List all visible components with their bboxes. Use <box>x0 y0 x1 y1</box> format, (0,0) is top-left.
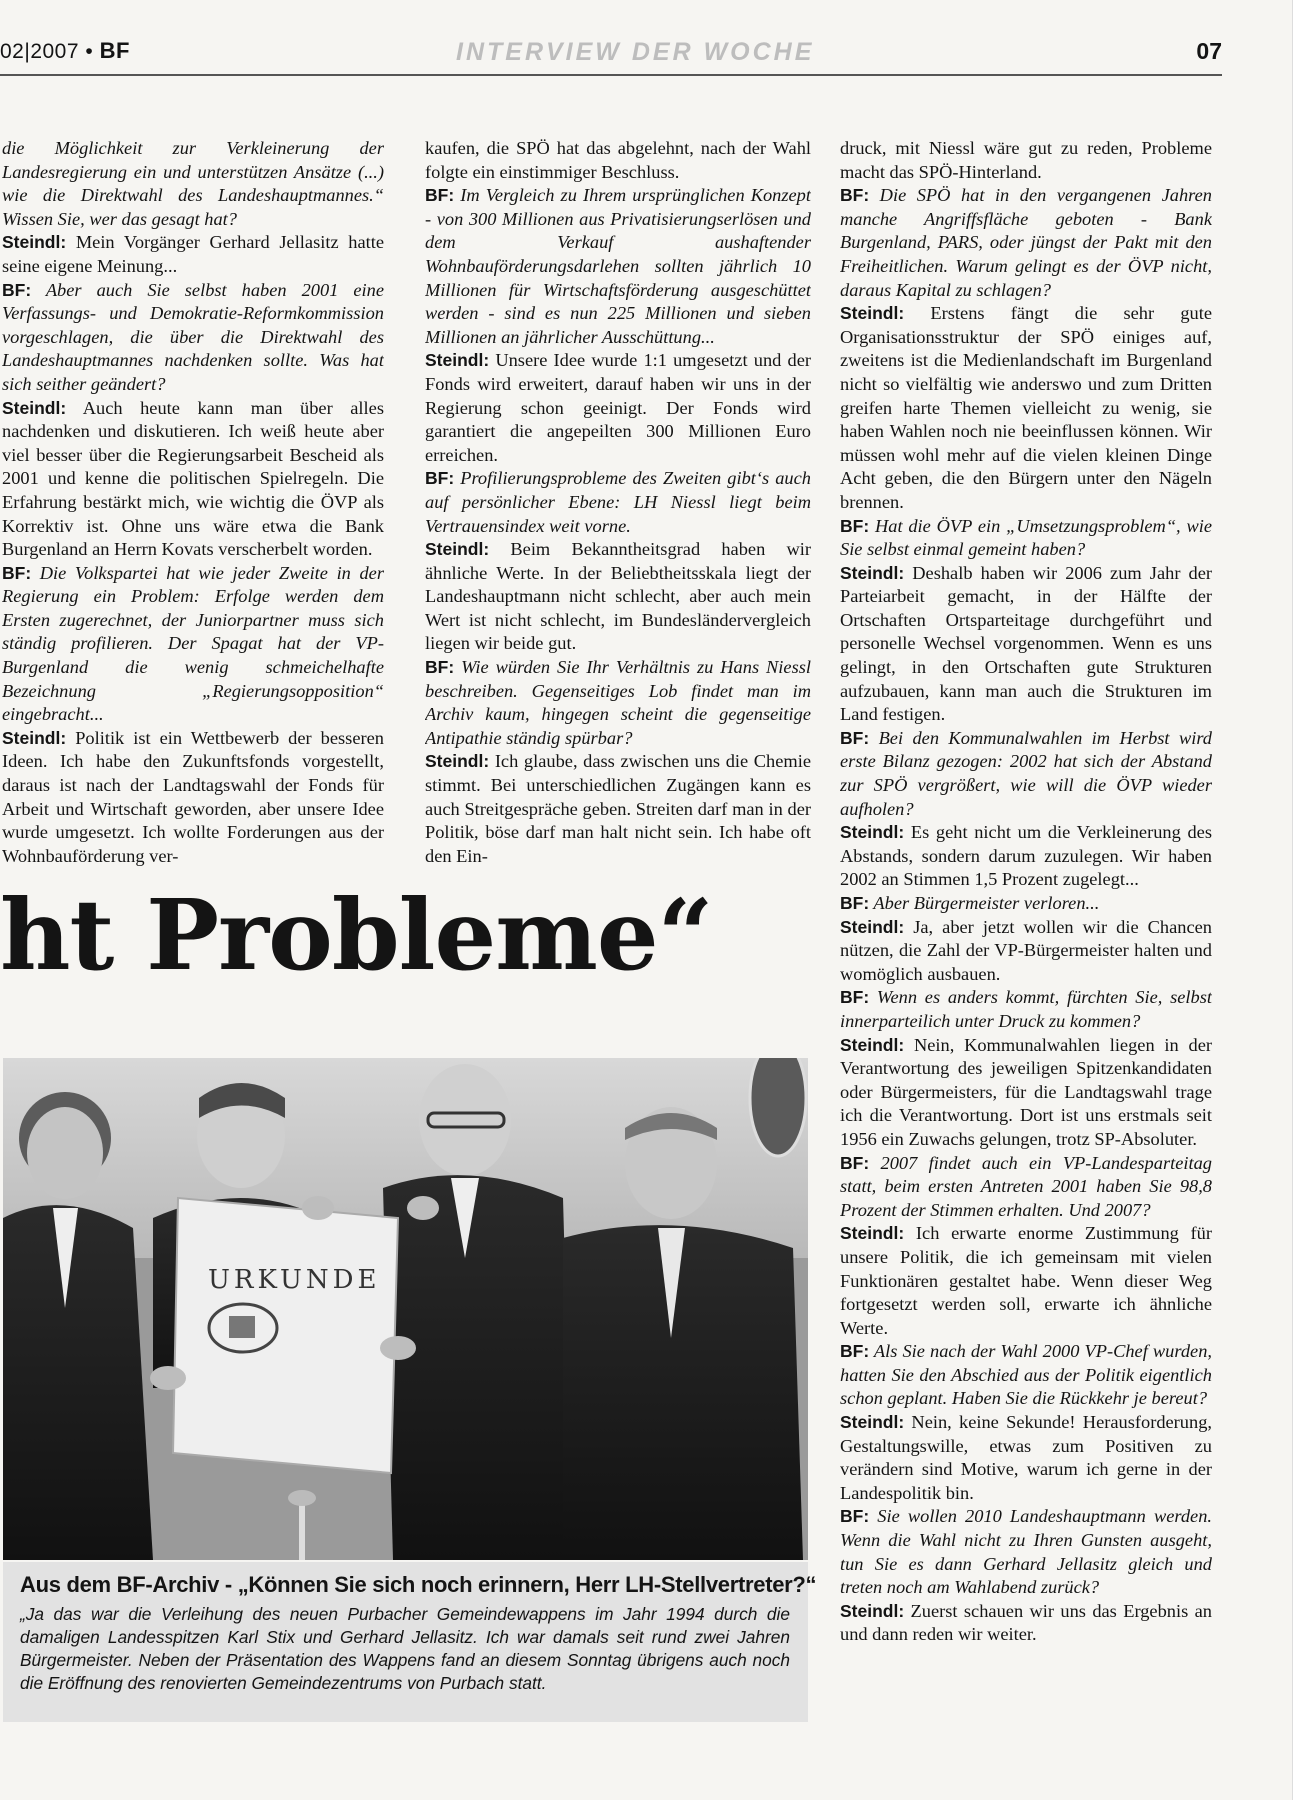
paragraph-text: Nein, keine Sekunde! Herausforderung, Gestaltungswille, etwas zum Positiven zu verändern sind Motive, warum ich gerne in der Landespolitik bin. <box>840 1412 1212 1503</box>
speaker-label: Steindl: <box>840 1412 905 1433</box>
speaker-label: Steindl: <box>2 397 67 418</box>
paragraph-text: Zuerst schauen wir uns das Ergebnis an und dann reden wir weiter. <box>840 1600 1212 1645</box>
answer-paragraph <box>2 397 384 562</box>
speaker-label: Steindl: <box>425 350 490 371</box>
speaker-label: BF: <box>840 1341 870 1362</box>
paragraph-text: Wie würden Sie Ihr Verhältnis zu Hans Niessl beschreiben. Gegenseitiges Lob findet man im Archiv kaum, hingegen scheint die gegenseitige Antipathie ständig spürbar? <box>425 657 811 748</box>
question-paragraph <box>840 515 1212 562</box>
speaker-label: BF: <box>425 185 455 206</box>
question-paragraph <box>425 656 811 750</box>
paragraph-text: Hat die ÖVP ein „Umsetzungsproblem“, wie Sie selbst einmal gemeint haben? <box>840 515 1212 560</box>
speaker-label: BF: <box>425 468 455 489</box>
paragraph-text: Aber Bürgermeister verloren... <box>873 893 1100 913</box>
paragraph-text: die Möglichkeit zur Verkleinerung der Landesregierung ein und unterstützen Ansätze (...) wie die Direktwahl des Landeshauptmannes.“ Wissen Sie, wer das gesagt hat? <box>2 138 384 229</box>
question-paragraph <box>2 279 384 397</box>
speaker-label: BF: <box>840 893 870 913</box>
paragraph-text: Politik ist ein Wettbewerb der besseren Ideen. Ich habe den Zukunftsfonds vorgestellt, daraus ist nach der Landtagswahl der Fonds für Arbeit und Wirtschaft geworden, aber unsere Idee wurde umgesetzt. Ich wollte Forderungen aus der Wohnbauförderung ver- <box>2 727 384 866</box>
paragraph-text: Die Volkspartei hat wie jeder Zweite in der Regierung ein Problem: Erfolge werden dem Ersten zugerechnet, der Juniorpartner muss sich ständig profilieren. Der Spagat hat der VP-Burgenland die wenig schmeichelhafte Bezeichnung „Regierungsopposition“ eingebracht... <box>2 562 384 725</box>
speaker-label: BF: <box>840 1506 870 1527</box>
answer-paragraph <box>2 727 384 869</box>
paragraph-text: Es geht nicht um die Verkleinerung des Abstands, sondern darum zuzulegen. Wir haben 2002 an Stimmen 1,5 Prozent zugelegt... <box>840 822 1212 890</box>
answer-paragraph <box>840 916 1212 987</box>
question-paragraph <box>840 727 1212 821</box>
question-paragraph <box>2 562 384 727</box>
speaker-label: BF: <box>840 727 870 748</box>
speaker-label: Steindl: <box>425 751 490 772</box>
answer-paragraph <box>840 1034 1212 1152</box>
speaker-label: Steindl: <box>840 562 905 583</box>
speaker-label: BF: <box>425 657 455 678</box>
question-paragraph <box>840 184 1212 302</box>
answer-paragraph <box>425 137 811 184</box>
page-number: 07 <box>1196 38 1222 64</box>
answer-paragraph <box>840 137 1212 184</box>
brand-label: BF <box>99 38 130 63</box>
paragraph-text: Wenn es anders kommt, fürchten Sie, selbst innerparteilich unter Druck zu kommen? <box>840 987 1212 1031</box>
answer-paragraph <box>425 349 811 467</box>
answer-paragraph <box>840 821 1212 892</box>
answer-paragraph <box>840 1600 1212 1647</box>
question-paragraph <box>840 892 1212 916</box>
paragraph-text: druck, mit Niessl wäre gut zu reden, Probleme macht das SPÖ-Hinterland. <box>840 138 1212 182</box>
paragraph-text: Ich erwarte enorme Zustimmung für unsere Politik, die ich gemeinsam mit vielen Funktionären gestaltet habe. Wenn dieser Weg fortgesetzt werden soll, erwarte ich ähnliche Werte. <box>840 1223 1212 1338</box>
caption-text: „Ja das war die Verleihung des neuen Purbacher Gemeindewappens im Jahr 1994 durch die damaligen Landesspitzen Karl Stix und Gerhard Jellasitz. Ich war damals seit rund zwei Jahren Bürgermeister. Neben der Präsentation des Wappens fand an diesem Sonntag übrigens auch noch die Eröffnung des renovierten Gemeindezentrums von Purbach statt. <box>20 1604 790 1693</box>
question-paragraph <box>425 467 811 538</box>
paragraph-text: Aber auch Sie selbst haben 2001 eine Verfassungs- und Demokratie-Reformkommission vorgeschlagen, die über die Direktwahl des Landeshauptmannes nachdenken sollte. Was hat sich seither geändert? <box>2 279 384 394</box>
speaker-label: BF: <box>2 279 32 300</box>
speaker-label: Steindl: <box>2 232 67 253</box>
speaker-label: BF: <box>840 987 870 1008</box>
answer-paragraph <box>425 750 811 868</box>
speaker-label: Steindl: <box>425 539 490 560</box>
answer-paragraph <box>425 538 811 656</box>
article-column-2 <box>425 137 811 877</box>
paragraph-text: Im Vergleich zu Ihrem ursprünglichen Konzept - von 300 Millionen aus Privatisierungserlösen und dem Verkauf aushaftender Wohnbauförderungsdarlehen sollten jährlich 10 Millionen für Wirtschaftsförderung ausgeschüttet werden - sind es nun 225 Millionen und sieben Millionen an jährlicher Ausschüttung... <box>425 185 811 347</box>
paragraph-text: Beim Bekanntheitsgrad haben wir ähnliche Werte. In der Beliebtheitsskala liegt der Landeshauptmann nicht schlecht, aber auch mein Wert ist nicht schlecht, im Bundesländervergleich liegen wir beide gut. <box>425 539 811 654</box>
paragraph-text: Erstens fängt die sehr gute Organisationsstruktur der SPÖ einiges auf, zweitens ist die Medienlandschaft im Burgenland nicht so vielfältig wie anderswo und zum Dritten greifen harte Themen vielleicht zu wenig, sie haben Wahlen noch nie beeinflussen können. Wir müssen wohl mehr auf die vielen kleinen Dinge Acht geben, die den Bürgern unter den Nägeln brennen. <box>840 303 1212 512</box>
speaker-label: Steindl: <box>840 1600 905 1621</box>
section-title: INTERVIEW DER WOCHE <box>456 38 815 66</box>
paragraph-text: Mein Vorgänger Gerhard Jellasitz hatte seine eigene Meinung... <box>2 232 384 276</box>
page-header <box>0 38 1222 78</box>
answer-paragraph <box>840 562 1212 727</box>
paragraph-text: Nein, Kommunalwahlen liegen in der Verantwortung des jeweiligen Spitzenkandidaten oder Bürgermeisters, für die Landtagswahl trage ich die Verantwortung. Dort ist uns erstmals seit 1956 ein Zuwachs gelungen, trotz SP-Absoluter. <box>840 1034 1212 1149</box>
question-paragraph <box>425 184 811 349</box>
archive-photo <box>3 1058 808 1560</box>
paragraph-text: Bei den Kommunalwahlen im Herbst wird erste Bilanz gezogen: 2002 hat sich der Abstand zur SPÖ vergrößert, wie will die ÖVP wieder aufholen? <box>840 727 1212 819</box>
paragraph-text: kaufen, die SPÖ hat das abgelehnt, nach der Wahl folgte ein einstimmiger Beschluss. <box>425 138 811 182</box>
speaker-label: Steindl: <box>840 303 905 324</box>
question-paragraph <box>840 986 1212 1033</box>
speaker-label: BF: <box>840 185 870 206</box>
header-rule <box>0 74 1222 76</box>
paragraph-text: Profilierungsprobleme des Zweiten gibt‘s auch auf persönlicher Ebene: LH Niessl liegt beim Vertrauensindex weit vorne. <box>425 468 811 536</box>
question-paragraph <box>840 1340 1212 1411</box>
speaker-label: BF: <box>2 562 32 583</box>
answer-paragraph <box>840 1411 1212 1505</box>
article-column-3 <box>840 137 1212 1727</box>
speaker-label: Steindl: <box>840 916 905 937</box>
speaker-label: BF: <box>840 515 870 536</box>
speaker-label: Steindl: <box>840 1034 905 1055</box>
paragraph-text: Als Sie nach der Wahl 2000 VP-Chef wurden, hatten Sie den Abschied aus der Politik eigentlich schon geplant. Haben Sie die Rückkehr je bereut? <box>840 1341 1212 1409</box>
speaker-label: Steindl: <box>840 1223 905 1244</box>
question-paragraph <box>840 1152 1212 1223</box>
certificate-text: URKUNDE <box>208 1265 381 1295</box>
caption-title: Aus dem BF-Archiv - „Können Sie sich noch erinnern, Herr LH-Stellvertreter?“ <box>20 1572 817 1597</box>
paragraph-text: Sie wollen 2010 Landeshauptmann werden. Wenn die Wahl nicht zu Ihren Gunsten ausgeht, tun Sie es dann Gerhard Jellasitz gleich und treten noch am Wahlabend zurück? <box>840 1506 1212 1598</box>
question-paragraph <box>2 137 384 231</box>
speaker-label: BF: <box>840 1152 870 1173</box>
speaker-label: Steindl: <box>840 822 905 843</box>
issue-info <box>0 38 130 64</box>
paragraph-text: Deshalb haben wir 2006 zum Jahr der Parteiarbeit gemacht, in der Hälfte der Ortschaften Ortsparteitage durchgeführt und personelle Wechsel vorgenommen. Wenn es uns gelingt, in den Ortschaften gute Strukturen aufzubauen, kann man auch die Strukturen im Land festigen. <box>840 562 1212 725</box>
question-paragraph <box>840 1505 1212 1599</box>
answer-paragraph <box>840 1222 1212 1340</box>
speaker-label: Steindl: <box>2 727 67 748</box>
paragraph-text: Ich glaube, dass zwischen uns die Chemie stimmt. Bei unterschiedlichen Zugängen kann es auch Streitgespräche geben. Streiten darf man in der Politik, böse darf man halt nicht sein. Ich habe oft den Ein- <box>425 751 811 866</box>
paragraph-text: Auch heute kann man über alles nachdenken und diskutieren. Ich weiß heute aber viel besser über die Regierungsarbeit Bescheid als 2001 und kenne die politischen Spielregeln. Die Erfahrung bestärkt mich, wie wichtig die ÖVP als Korrektiv ist. Ohne uns wäre etwa die Bank Burgenland an Herrn Kovats verscherbelt worden. <box>2 397 384 560</box>
answer-paragraph <box>2 231 384 278</box>
headline: ht Probleme“ <box>0 878 713 992</box>
paragraph-text: Ja, aber jetzt wollen wir die Chancen nützen, die Zahl der VP-Bürgermeister halten und womöglich ausbauen. <box>840 916 1212 984</box>
article-column-1 <box>2 137 384 877</box>
answer-paragraph <box>840 302 1212 514</box>
paragraph-text: Die SPÖ hat in den vergangenen Jahren manche Angriffsfläche geboten - Bank Burgenland, PARS, oder jüngst der Pakt mit den Freiheitlichen. Warum gelingt es der ÖVP nicht, daraus Kapital zu schlagen? <box>840 185 1212 300</box>
page-edge <box>1292 0 1307 1800</box>
paragraph-text: Unsere Idee wurde 1:1 umgesetzt und der Fonds wird erweitert, darauf haben wir uns in der Regierung schon geeinigt. Der Fonds wird garantiert die angepeilten 300 Millionen Euro erreichen. <box>425 350 811 465</box>
paragraph-text: 2007 findet auch ein VP-Landesparteitag statt, beim ersten Antreten 2001 haben Sie 98,8 Prozent der Stimmen erhalten. Und 2007? <box>840 1152 1212 1220</box>
issue-number: 02|2007 • <box>0 40 94 63</box>
